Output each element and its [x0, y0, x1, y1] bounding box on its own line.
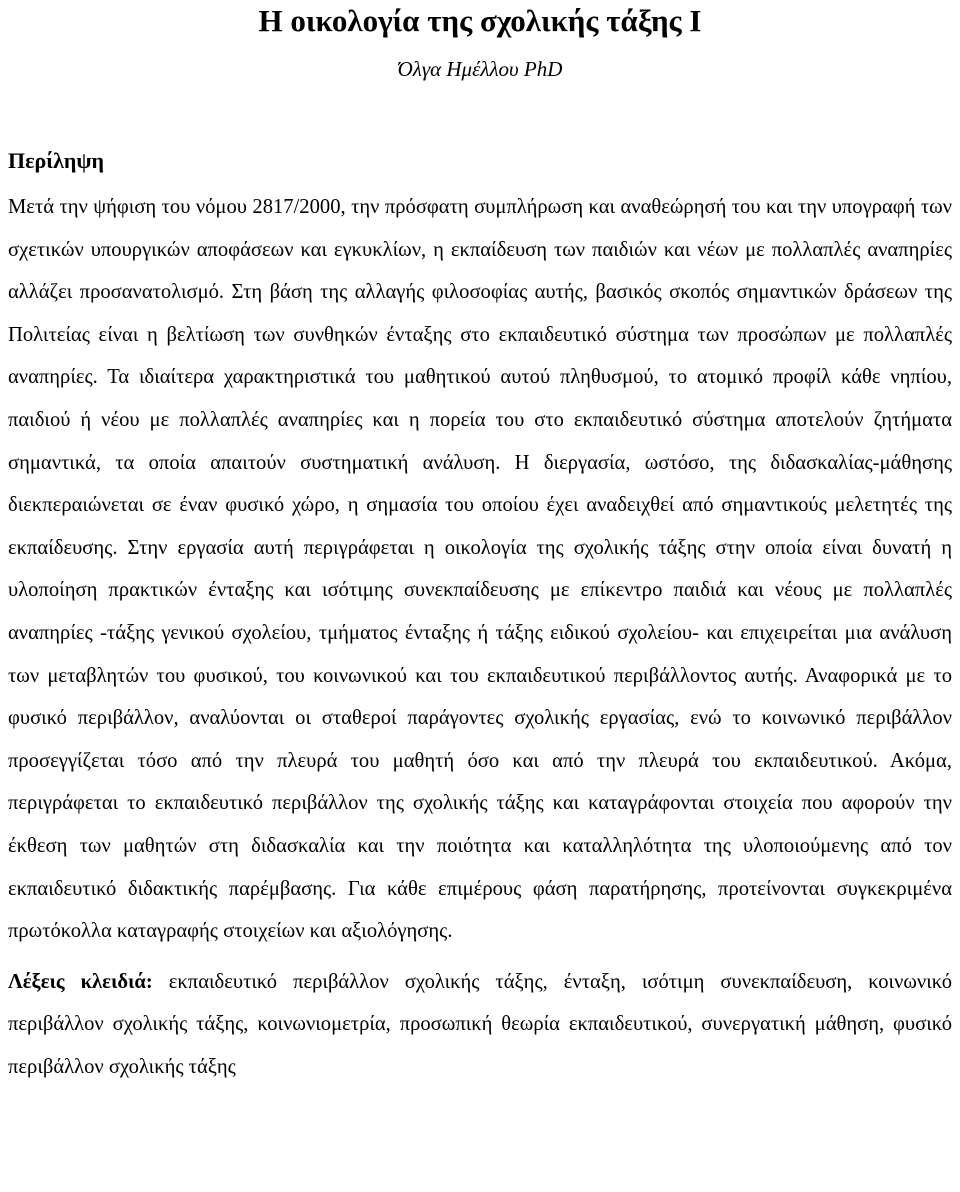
abstract-paragraph: Μετά την ψήφιση του νόμου 2817/2000, την πρόσφατη συμπλήρωση και αναθεώρησή του και την υπογραφή των σχετικών υπουργικών αποφάσεων και εγκυκλίων, η εκπαίδευση των παιδιών και νέων με πολλαπλές αναπηρίες αλλάζει προσανατολισμό. Στη βάση της αλλαγής φιλοσοφίας αυτής, βασικός σκοπός σημαντικών δράσεων της Πολιτείας είναι η βελτίωση των συνθηκών ένταξης στο εκπαιδευτικό σύστημα των προσώπων με πολλαπλές αναπηρίες. Τα ιδιαίτερα χαρακτηριστικά του μαθητικού αυτού πληθυσμού, το ατομικό προφίλ κάθε νηπίου, παιδιού ή νέου με πολλαπλές αναπηρίες και η πορεία του στο εκπαιδευτικό σύστημα αποτελούν ζητήματα σημαντικά, τα οποία απαιτούν συστηματική ανάλυση. Η διεργασία, ωστόσο, της διδασκαλίας-μάθησης διεκπεραιώνεται σε έναν φυσικό χώρο, η σημασία του οποίου έχει αναδειχθεί από σημαντικούς μελετητές της εκπαίδευσης. Στην εργασία αυτή περιγράφεται η οικολογία της σχολικής τάξης στην οποία είναι δυνατή η υλοποίηση πρακτικών ένταξης και ισότιμης συνεκπαίδευσης με επίκεντρο παιδιά και νέους με πολλαπλές αναπηρίες -τάξης γενικού σχολείου, τμήματος ένταξης ή τάξης ειδικού σχολείου- και επιχειρείται μια ανάλυση των μεταβλητών του φυσικού, του κοινωνικού και του εκπαιδευτικού περιβάλλοντος αυτής. Αναφορικά με το φυσικό περιβάλλον, αναλύονται οι σταθεροί παράγοντες σχολικής εργασίας, ενώ το κοινωνικό περιβάλλον προσεγγίζεται τόσο από την πλευρά του μαθητή όσο και από την πλευρά του εκπαιδευτικού. Ακόμα, περιγράφεται το εκπαιδευτικό περιβάλλον της σχολικής τάξης και καταγράφονται στοιχεία που αφορούν την έκθεση των μαθητών στη διδασκαλία και την ποιότητα και καταλληλότητα της υλοποιούμενης από τον εκπαιδευτικό διδακτικής παρέμβασης. Για κάθε επιμέρους φάση παρατήρησης, προτείνονται συγκεκριμένα πρωτόκολλα καταγραφής στοιχείων και αξιολόγησης.	[8, 196, 952, 943]
abstract-heading: Περίληψη	[8, 148, 105, 173]
document-title: Η οικολογία της σχολικής τάξης Ι	[258, 3, 702, 38]
keywords-list: εκπαιδευτικό περιβάλλον σχολικής τάξης, ένταξη, ισότιμη συνεκπαίδευση, κοινωνικό περιβάλλον σχολικής τάξης, κοινωνιομετρία, προσωπική θεωρία εκπαιδευτικού, συνεργατική μάθηση, φυσικό περιβάλλον σχολικής τάξης	[8, 970, 953, 1078]
author-name: Όλγα Ημέλλου PhD	[397, 57, 563, 81]
keywords-paragraph	[8, 953, 952, 1089]
keywords-label: Λέξεις κλειδιά:	[8, 970, 153, 993]
document-page	[8, 0, 952, 1088]
